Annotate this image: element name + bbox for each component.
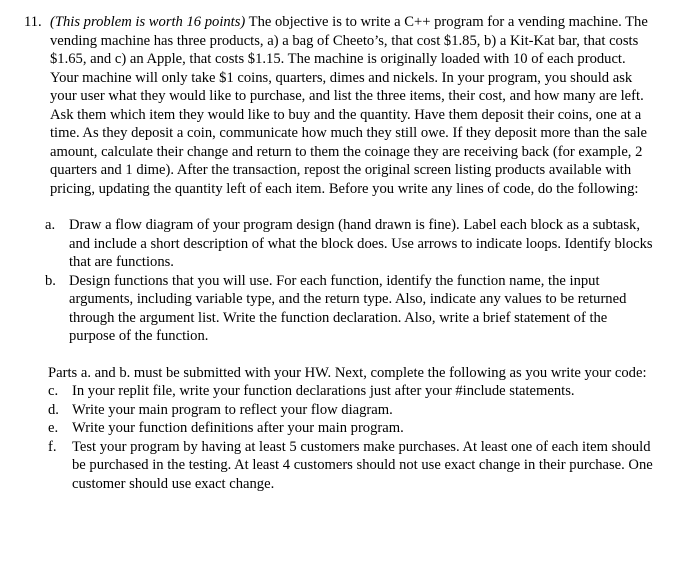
list-marker: e. (48, 420, 59, 436)
list-item-text: Draw a flow diagram of your program design (hand drawn is fine). Label each block as a subtask, and include a short description of what the block does. Use arrows to indicate loops. Identify blocks that are functions. (69, 217, 653, 270)
task-list-ab (45, 216, 655, 346)
list-marker: c. (48, 383, 59, 399)
list-item-text: Write your function definitions after your main program. (72, 420, 404, 436)
list-marker: f. (48, 438, 57, 455)
problem-body (50, 13, 655, 198)
list-marker: b. (45, 272, 56, 289)
problem-number: 11. (24, 14, 42, 30)
points-note: (This problem is worth 16 points) (50, 14, 246, 30)
problem-intro: The objective is to write a C++ program for a vending machine. The vending machine has three products, a) a bag of Cheeto’s, that cost $1.85, b) a Kit-Kat bar, that costs $1.65, and c) an Apple, that costs $1.15. The machine is originally loaded with 10 of each product. Your machine will only take $1 coins, quarters, dimes and nickels. In your program, you should ask your user what they would like to purchase, and list the three items, their cost, and how many are left. Ask them which item they would like to buy and the quantity. Have them deposit their coins, one at a time. As they deposit a coin, communicate how much they still owe. If they deposit more than the sale amount, calculate their change and return to them the coinage they are receiving back (for example, 2 quarters and 1 dime). After the transaction, repost the original screen listing products available with pricing, updating the quantity left of each item. Before you write any lines of code, do the following: (50, 14, 648, 197)
list-item (48, 419, 655, 438)
parts-note: Parts a. and b. must be submitted with your HW. Next, complete the following as you write your code: (48, 364, 647, 381)
list-marker: d. (48, 401, 59, 418)
list-item (48, 401, 655, 420)
list-marker: a. (45, 217, 56, 233)
task-list-cf (48, 382, 655, 493)
list-item-text: Write your main program to reflect your flow diagram. (72, 401, 393, 418)
list-item-text: Test your program by having at least 5 customers make purchases. At least one of each item should be purchased in the testing. At least 4 customers should not use exact change in their purchase. One customer should use exact change. (72, 438, 653, 492)
problem-statement (24, 13, 655, 198)
list-item-text: Design functions that you will use. For each function, identify the function name, the input arguments, including variable type, and the return type. Also, indicate any values to be returned through the argument list. Write the function declaration. Also, write a brief statement of the purpose of the function. (69, 272, 627, 344)
list-item-text: In your replit file, write your function declarations just after your #include statements. (72, 383, 575, 399)
list-item (45, 216, 655, 272)
list-item (45, 272, 655, 346)
list-item (48, 438, 655, 494)
list-item (48, 382, 655, 401)
